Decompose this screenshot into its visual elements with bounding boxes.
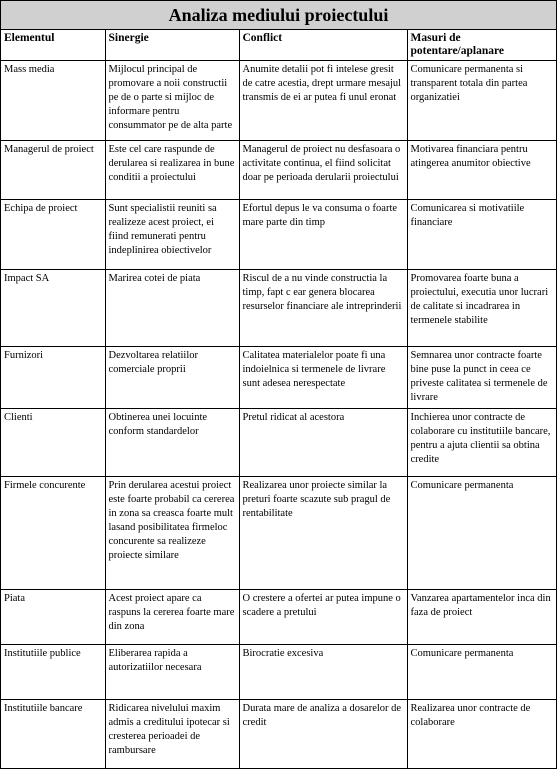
cell-element: Mass media (1, 61, 105, 141)
cell-masuri: Comunicare permanenta (407, 645, 556, 700)
cell-conflict: Calitatea materialelor poate fi una indoielnica si termenele de livrare sunt adesea nerespectate (239, 347, 407, 409)
cell-masuri: Comunicare permanenta (407, 477, 556, 590)
header-masuri: Masuri de potentare/aplanare (407, 30, 556, 61)
table-row (1, 347, 556, 409)
table-row (1, 477, 556, 590)
cell-element: Echipa de proiect (1, 200, 105, 270)
cell-sinergie: Sunt specialistii reuniti sa realizeze acest proiect, ei fiind remunerati pentru indeplinirea obiectivelor (105, 200, 239, 270)
table-row (1, 141, 556, 200)
table-row (1, 270, 556, 347)
cell-sinergie: Acest proiect apare ca raspuns la cererea foarte mare din zona (105, 590, 239, 645)
cell-element: Clienti (1, 409, 105, 477)
cell-element: Impact SA (1, 270, 105, 347)
cell-conflict: O crestere a ofertei ar putea impune o scadere a pretului (239, 590, 407, 645)
header-sinergie: Sinergie (105, 30, 239, 61)
cell-conflict: Durata mare de analiza a dosarelor de credit (239, 700, 407, 768)
cell-element: Institutiile bancare (1, 700, 105, 768)
header-row (1, 30, 556, 61)
cell-masuri: Comunicare permanenta si transparent totala din partea organizatiei (407, 61, 556, 141)
cell-masuri: Vanzarea apartamentelor inca din faza de proiect (407, 590, 556, 645)
cell-sinergie: Ridicarea nivelului maxim admis a creditului ipotecar si cresterea perioadei de rambursare (105, 700, 239, 768)
header-elementul: Elementul (1, 30, 105, 61)
cell-masuri: Realizarea unor contracte de colaborare (407, 700, 556, 768)
table-row (1, 700, 556, 768)
cell-conflict: Anumite detalii pot fi intelese gresit de catre acestia, drept urmare mesajul transmis de ei ar putea fi unul eronat (239, 61, 407, 141)
cell-element: Firmele concurente (1, 477, 105, 590)
cell-conflict: Birocratie excesiva (239, 645, 407, 700)
cell-element: Managerul de proiect (1, 141, 105, 200)
cell-masuri: Promovarea foarte buna a proiectului, executia unor lucrari de calitate si incadrarea in termenele stabilite (407, 270, 556, 347)
cell-conflict: Realizarea unor proiecte similar la preturi foarte scazute sub pragul de rentabilitate (239, 477, 407, 590)
table-row (1, 590, 556, 645)
table-row (1, 409, 556, 477)
table-row (1, 200, 556, 270)
environment-analysis-table (1, 30, 556, 768)
cell-sinergie: Este cel care raspunde de derularea si realizarea in bune conditii a proiectului (105, 141, 239, 200)
table-row (1, 645, 556, 700)
cell-sinergie: Mijlocul principal de promovare a noii constructii pe de o parte si mijloc de informare pentru consummator pe de alta parte (105, 61, 239, 141)
cell-sinergie: Obtinerea unei locuinte conform standardelor (105, 409, 239, 477)
cell-conflict: Efortul depus le va consuma o foarte mare parte din timp (239, 200, 407, 270)
cell-masuri: Inchierea unor contracte de colaborare cu institutiile bancare, pentru a ajuta clientii sa obtina credite (407, 409, 556, 477)
cell-element: Institutiile publice (1, 645, 105, 700)
table-title: Analiza mediului proiectului (1, 1, 556, 30)
cell-conflict: Pretul ridicat al acestora (239, 409, 407, 477)
cell-sinergie: Marirea cotei de piata (105, 270, 239, 347)
cell-element: Piata (1, 590, 105, 645)
cell-masuri: Motivarea financiara pentru atingerea anumitor obiective (407, 141, 556, 200)
cell-conflict: Riscul de a nu vinde constructia la timp, fapt c ear genera blocarea resurselor financiare ale intreprinderii (239, 270, 407, 347)
cell-masuri: Comunicarea si motivatiile financiare (407, 200, 556, 270)
table-row (1, 61, 556, 141)
cell-conflict: Managerul de proiect nu desfasoara o activitate continua, el fiind solicitat doar pe perioada derularii proiectului (239, 141, 407, 200)
cell-sinergie: Dezvoltarea relatiilor comerciale proprii (105, 347, 239, 409)
cell-element: Furnizori (1, 347, 105, 409)
cell-sinergie: Prin derularea acestui proiect este foarte probabil ca cererea in zona sa creasca foarte mult lasand posibilitatea firmeloc concurente sa realizeze proiecte similare (105, 477, 239, 590)
cell-masuri: Semnarea unor contracte foarte bine puse la punct in ceea ce priveste calitatea si termenele de livrare (407, 347, 556, 409)
cell-sinergie: Eliberarea rapida a autorizatiilor necesara (105, 645, 239, 700)
header-conflict: Conflict (239, 30, 407, 61)
